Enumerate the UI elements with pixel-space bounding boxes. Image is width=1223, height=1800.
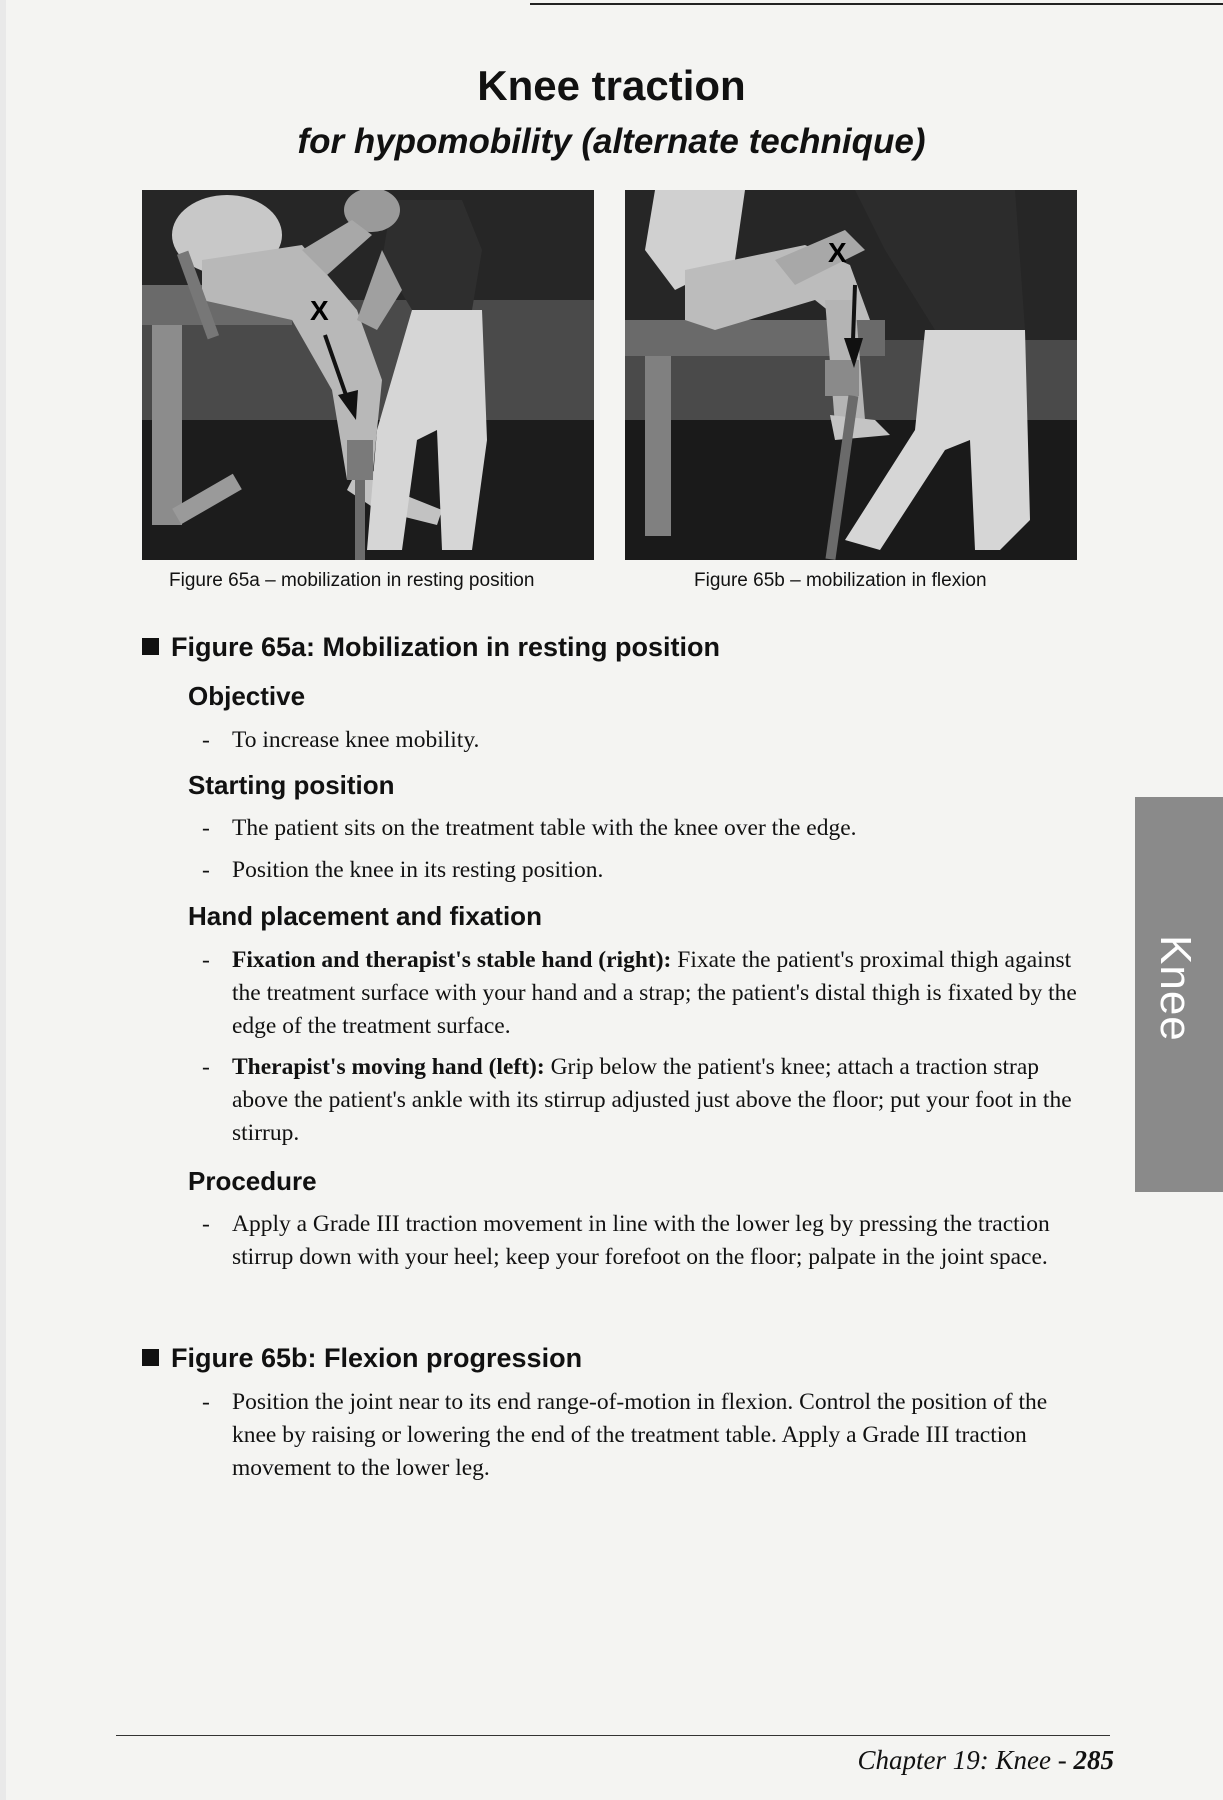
objective-item: - To increase knee mobility.	[202, 727, 480, 753]
hand-placement-item: - Fixation and therapist's stable hand (right): Fixate the patient's proximal thigh against the treatment surface with your hand and a strap; the patient's distal thigh is fixated by the edge of the treatment surface.	[202, 947, 1077, 1039]
figure-65a-photo	[142, 190, 594, 560]
page-subtitle: for hypomobility (alternate technique)	[297, 122, 926, 161]
objective-heading: Objective	[188, 681, 306, 711]
procedure-heading: Procedure	[188, 1166, 317, 1196]
square-bullet-icon	[142, 1349, 159, 1366]
starting-position-item: - Position the knee in its resting position.	[202, 857, 604, 883]
hand-placement-item: - Therapist's moving hand (left): Grip below the patient's knee; attach a traction strap above the patient's ankle with its stirrup adjusted just above the floor; put your foot in the stirrup.	[202, 1054, 1072, 1146]
procedure-item: - Apply a Grade III traction movement in line with the lower leg by pressing the traction stirrup down with your heel; keep your forefoot on the floor; palpate in the joint space.	[202, 1211, 1050, 1270]
figure-65b-marker: X	[828, 237, 847, 268]
hand-placement-heading: Hand placement and fixation	[188, 901, 542, 931]
footer-rule	[116, 1735, 1110, 1736]
section-65b-heading: Figure 65b: Flexion progression	[142, 1343, 582, 1374]
figure-65a-marker: X	[310, 295, 329, 326]
starting-position-heading: Starting position	[188, 770, 395, 800]
page-footer: Chapter 19: Knee - 285	[857, 1745, 1114, 1775]
chapter-side-tab-label: Knee	[1151, 935, 1200, 1042]
section-65a-heading: Figure 65a: Mobilization in resting position	[142, 632, 720, 663]
figure-65b-photo	[625, 190, 1077, 560]
figure-65b-caption: Figure 65b – mobilization in flexion	[694, 570, 987, 591]
flexion-progression-item: - Position the joint near to its end range-of-motion in flexion. Control the position of the knee by raising or lowering the end of the treatment table. Apply a Grade III traction movement to the lower leg.	[202, 1389, 1048, 1481]
page-title: Knee traction	[477, 62, 746, 109]
page-number: 285	[1073, 1745, 1114, 1775]
top-rule	[530, 3, 1223, 5]
square-bullet-icon	[142, 638, 159, 655]
figure-65a-caption: Figure 65a – mobilization in resting position	[169, 570, 535, 591]
starting-position-item: - The patient sits on the treatment table with the knee over the edge.	[202, 815, 857, 841]
